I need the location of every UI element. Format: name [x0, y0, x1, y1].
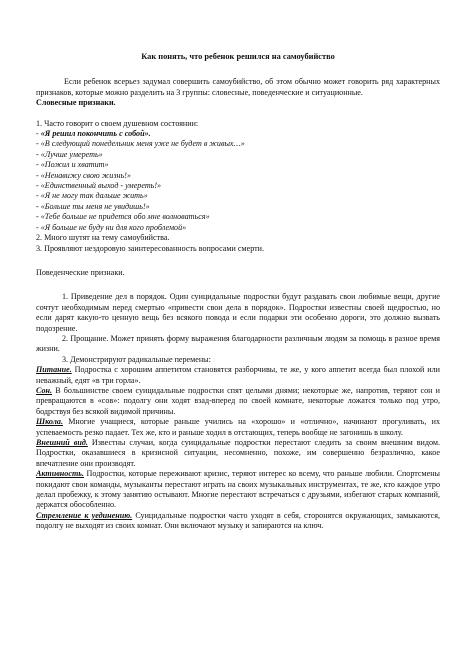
quote-item: - «Единственный выход - умереть!»: [36, 181, 162, 191]
quote-item: - «Я больше не буду ни для кого проблемой»: [36, 222, 187, 232]
quote-item: - «Лучше умереть»: [36, 149, 103, 159]
quote-item: - «Я не могу так дальше жить»: [36, 191, 148, 201]
quote-item: - «Я решил покончить с собой».: [36, 129, 151, 139]
quote-item: - «Ненавижу свою жизнь!»: [36, 170, 131, 180]
behavior-item-3: 3. Демонстрируют радикальные перемены:: [62, 354, 211, 364]
intro-paragraph: Если ребенок всерьез задумал совершить самоубийство, об этом обычно может говорить ряд характерных признаков, которые можно разделить на 3 группы: словесные, поведенческие и ситуационные.: [36, 77, 440, 97]
quote-item: - «Пожил и хватит»: [36, 160, 109, 170]
verbal-heading: Словесные признаки.: [36, 98, 116, 108]
change-lead: Питание.: [36, 365, 72, 375]
change-lead: Сон.: [36, 385, 53, 395]
spacer: [36, 278, 440, 292]
behavior-item-2: 2. Прощание. Может принять форму выражения благодарности различным людям за помощь в разное время жизни.: [36, 333, 440, 354]
verbal-item-3: 3. Проявляют нездоровую заинтересованность вопросами смерти.: [36, 243, 265, 253]
behavior-item-1: 1. Приведение дел в порядок. Один суицидальные подростки будут раздавать свои любимые вещи, другие сочтут необходимым перед смертью «привести свои дела в порядок». Подростки известны своей щедростью, но если дарят какую-то ценную вещь без всякого повода и если подарки эти особенно дороги, это должно вызвать подозрение.: [36, 292, 440, 333]
change-item: [36, 469, 440, 511]
change-text: Подростки, которые переживают кризис, теряют интерес ко всему, что раньше любили. Спортсмены покидают свои команды, музыканты перестают играть на своих музыкальных инструментах, те же, кто каждое утро делал пробежку, к этому занятию остывают. Многие перестают встречаться с друзьями, избегают старых компаний, держатся обособленно.: [36, 469, 440, 510]
verbal-item-2: 2. Много шутят на тему самоубийства.: [36, 233, 170, 243]
change-item: [36, 365, 440, 386]
change-text: Известны случаи, когда суицидальные подростки перестают следить за своим внешним видом. Подростки, оказавшиеся в кризисной ситуации, несомненно, похоже, им совершенно безразлично, какое впечатление они производят.: [36, 438, 441, 468]
behavior-heading: Поведенческие признаки.: [36, 267, 125, 277]
change-item: [36, 417, 440, 438]
change-item: [36, 511, 440, 532]
change-text: В большинстве своем суицидальные подростки спят целыми днями; некоторые же, напротив, теряют сон и превращаются в «сов»: подолгу они ходят взад-вперед по своей комнате, некоторые ложатся только под утро, бодрствуя без всякой видимой причины.: [36, 385, 440, 416]
changes-list: [36, 365, 440, 532]
change-text: Суицидальные подростки часто уходят в себя, сторонятся окружающих, замыкаются, подолгу не выходят из своих комнат. Они включают музыку и запираются на ключ.: [36, 510, 440, 531]
spacer: [36, 254, 440, 268]
quote-item: - «В следующий понедельник меня уже не будет в живых…»: [36, 139, 245, 149]
change-text: Многие учащиеся, которые раньше учились на «хорошо» и «отлично», начинают прогуливать, их успеваемость резко падает. Тех же, кто и раньше ходил в отстающих, теперь вообще не загонишь в школу.: [36, 417, 440, 437]
change-item: [36, 386, 440, 417]
quote-item: - «Тебе больше не придется обо мне волноваться»: [36, 212, 210, 222]
document-title: Как понять, что ребенок решился на самоубийство: [141, 52, 335, 61]
verbal-item-1: 1. Часто говорит о своем душевном состоянии:: [36, 118, 199, 128]
spacer: [36, 109, 440, 119]
change-lead: Внешний вид.: [36, 438, 88, 447]
quote-list: [36, 129, 440, 233]
change-lead: Активность.: [36, 469, 84, 479]
change-item: [36, 438, 440, 469]
change-lead: Стремление к уединению.: [36, 510, 133, 520]
change-lead: Школа.: [36, 417, 63, 427]
change-text: Подростка с хорошим аппетитом становятся разборчивы, те же, у кого аппетит всегда был плохой или неважный, едят «в три горла».: [36, 365, 440, 385]
quote-item: - «Больше ты меня не увидишь!»: [36, 201, 150, 211]
